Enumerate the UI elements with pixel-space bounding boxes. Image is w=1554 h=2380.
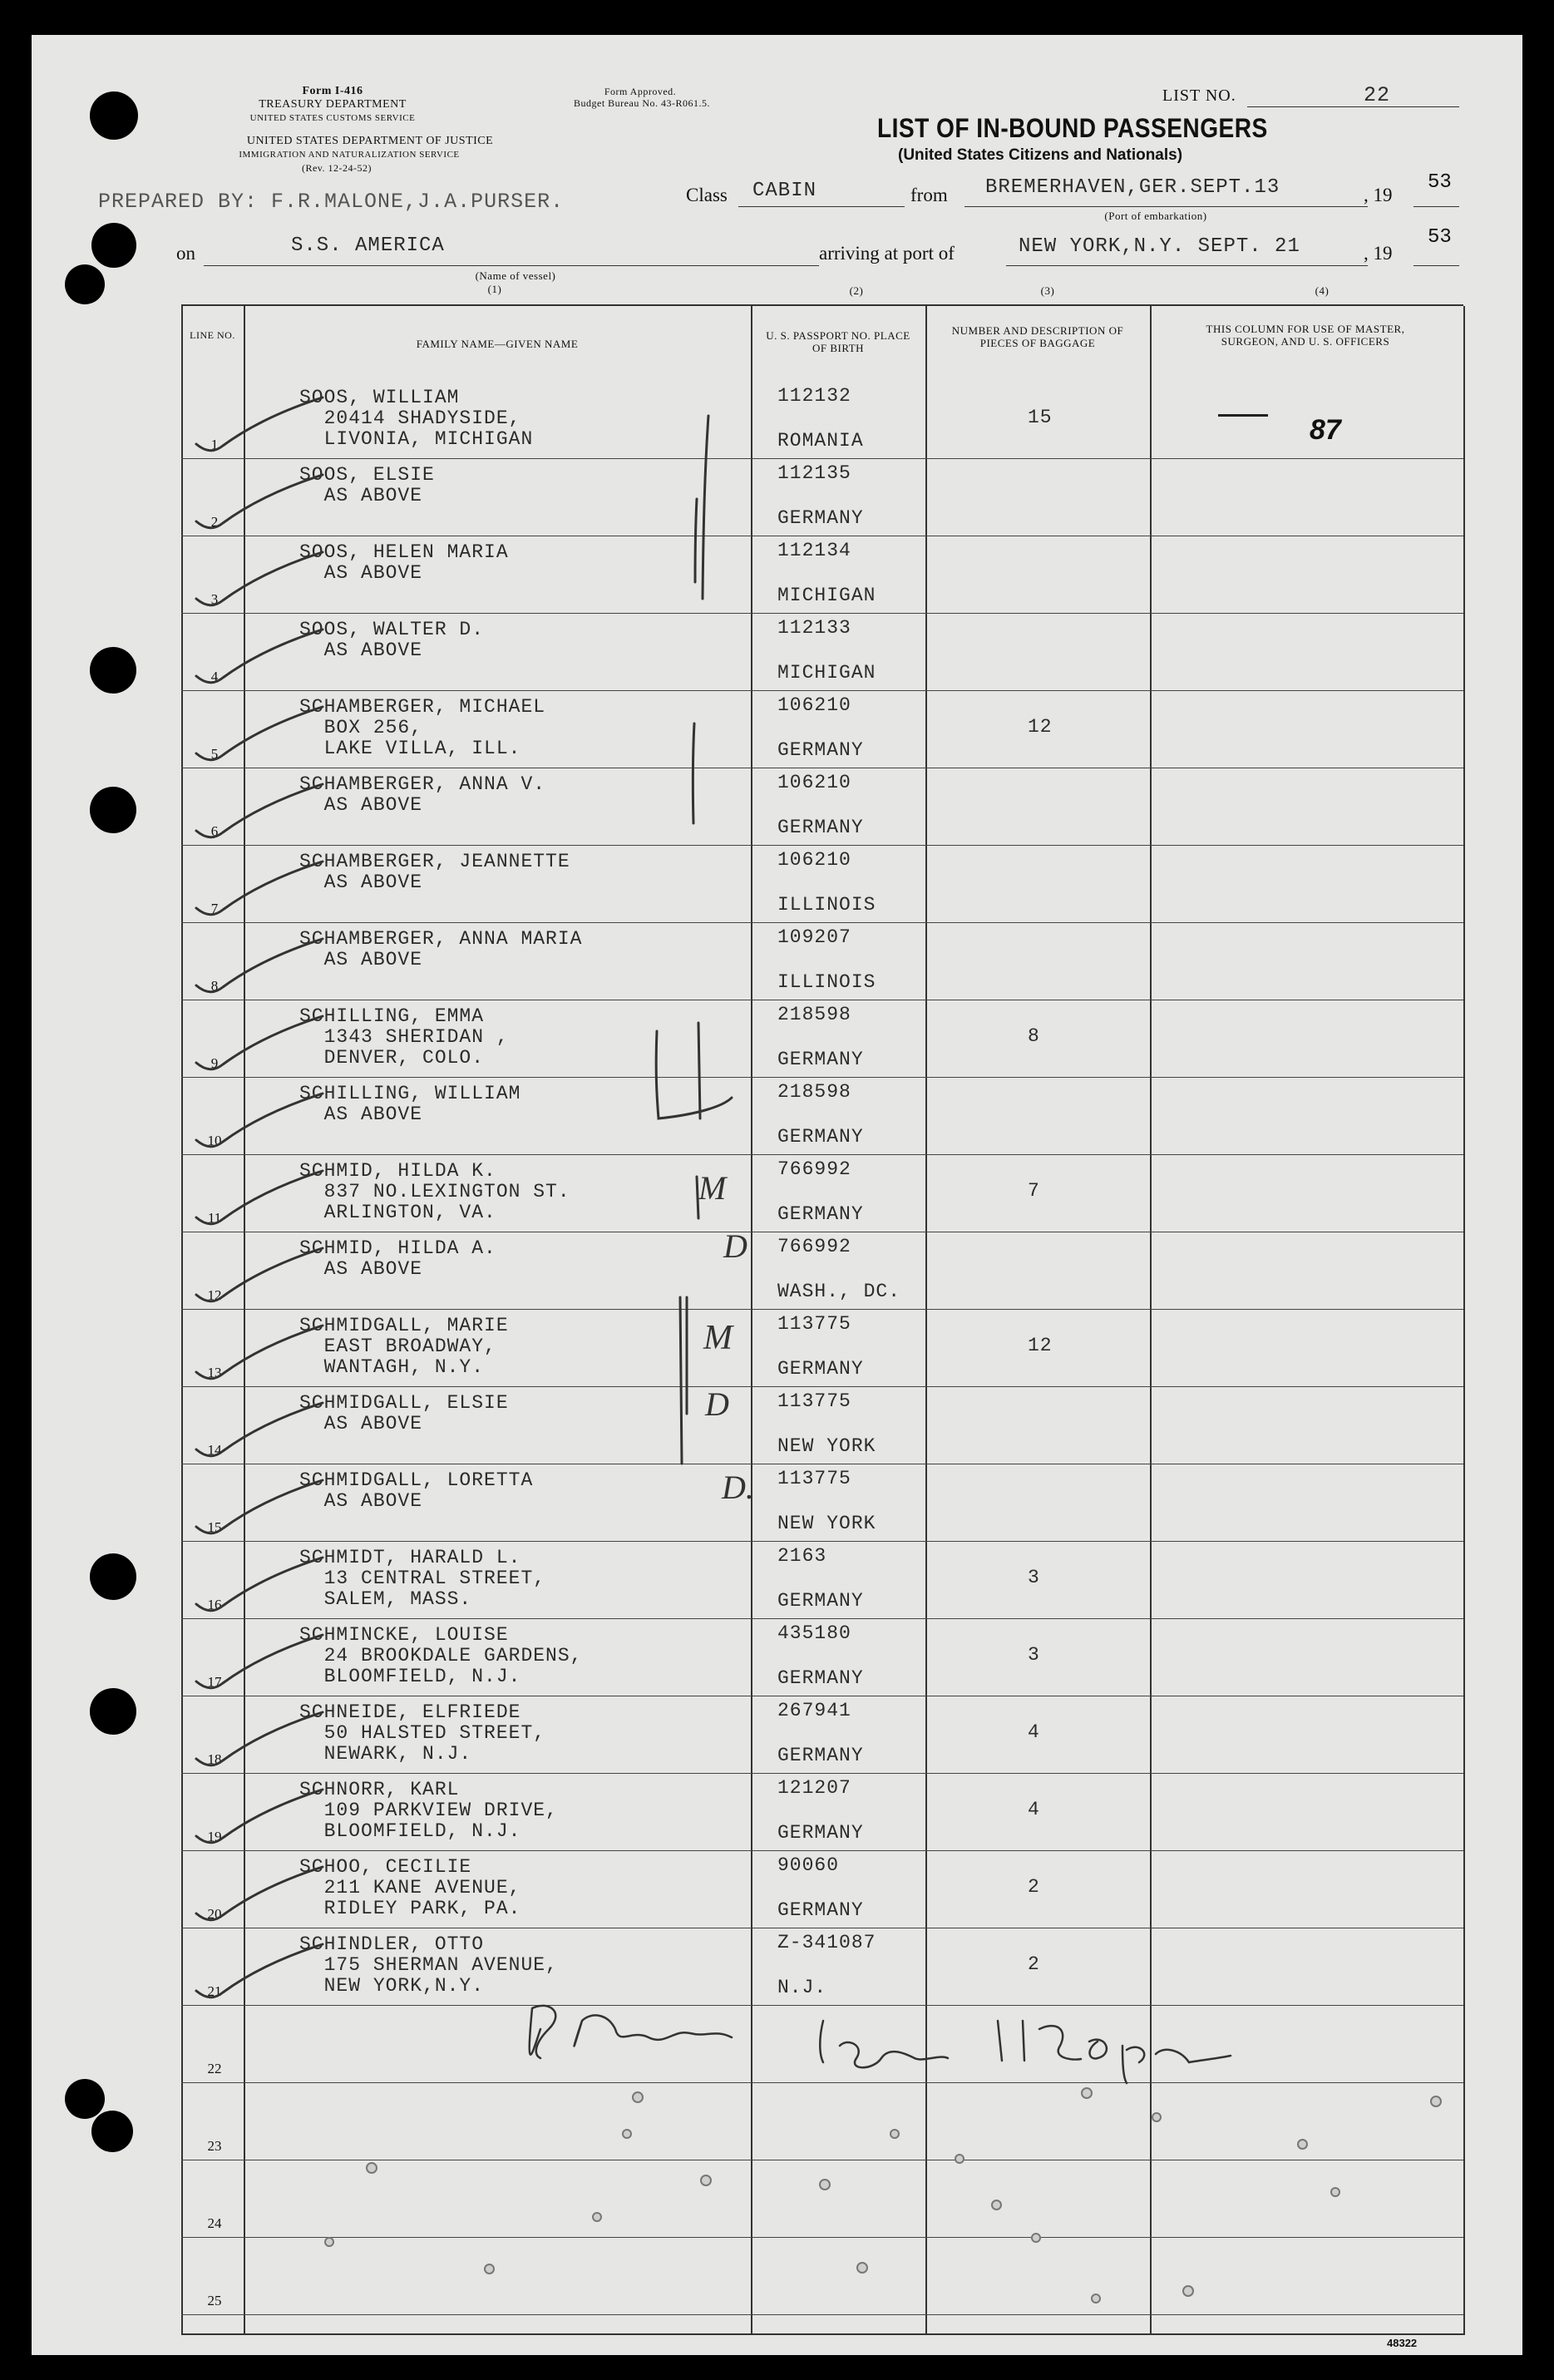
line-number: 2 [210, 514, 219, 530]
port-embark-caption: (Port of embarkation) [1104, 210, 1207, 222]
baggage-count: 3 [1028, 1567, 1040, 1588]
passport-number: 106210 [777, 849, 851, 871]
place-of-birth: GERMANY [777, 1590, 864, 1612]
baggage-count: 7 [1028, 1180, 1040, 1202]
place-of-birth: NEW YORK [777, 1513, 876, 1534]
port-of-arrival: NEW YORK,N.Y. SEPT. 21 [1019, 235, 1300, 258]
passenger-name-address: SCHAMBERGER, JEANNETTE AS ABOVE [299, 851, 570, 893]
paper-speck [819, 2179, 831, 2190]
line-number: 21 [207, 1983, 222, 1999]
form-subtitle: (United States Citizens and Nationals) [898, 146, 1183, 164]
place-of-birth: ROMANIA [777, 430, 864, 452]
line-number: 23 [207, 2138, 222, 2154]
baggage-count: 2 [1028, 1876, 1040, 1898]
header-baggage: NUMBER AND DESCRIPTION OF PIECES OF BAGGAGE [951, 324, 1124, 349]
paper-speck [1182, 2285, 1194, 2297]
paper-speck [700, 2175, 712, 2186]
place-of-birth: ILLINOIS [777, 971, 876, 993]
passport-number: 766992 [777, 1236, 851, 1257]
passport-number: 218598 [777, 1004, 851, 1025]
passenger-name-address: SCHNORR, KARL 109 PARKVIEW DRIVE, BLOOMFIELD, N.J. [299, 1779, 558, 1842]
margin-mark-row11: M [698, 1169, 727, 1207]
passenger-name-address: SOOS, ELSIE AS ABOVE [299, 464, 435, 506]
paper-speck [324, 2237, 334, 2247]
passport-number: Z-341087 [777, 1932, 876, 1953]
line-number: 24 [207, 2215, 222, 2231]
paper-speck [1430, 2096, 1442, 2107]
passenger-name-address: SCHINDLER, OTTO 175 SHERMAN AVENUE, NEW YORK,N.Y. [299, 1933, 558, 1997]
place-of-birth: ILLINOIS [777, 894, 876, 916]
passenger-name-address: SCHILLING, WILLIAM AS ABOVE [299, 1083, 521, 1125]
paper-speck [484, 2264, 495, 2274]
passport-number: 267941 [777, 1700, 851, 1721]
from-year-prefix: , 19 [1364, 185, 1393, 205]
passenger-name-address: SCHMINCKE, LOUISE 24 BROOKDALE GARDENS, BLOOMFIELD, N.J. [299, 1624, 583, 1687]
paper-speck [1297, 2139, 1308, 2150]
line-number: 16 [207, 1597, 222, 1612]
passenger-name-address: SCHMIDGALL, LORETTA AS ABOVE [299, 1469, 534, 1512]
margin-mark-row12: D [723, 1227, 747, 1265]
arrival-year: 53 [1428, 226, 1452, 249]
footer-number: 48322 [1387, 2337, 1418, 2349]
paper-speck [592, 2212, 602, 2222]
line-number: 4 [210, 669, 219, 684]
line-number: 12 [207, 1287, 222, 1303]
place-of-birth: GERMANY [777, 1822, 864, 1844]
list-no-label: LIST NO. [1162, 86, 1236, 105]
passenger-name-address: SCHMID, HILDA A. AS ABOVE [299, 1237, 496, 1280]
line-number: 5 [210, 746, 219, 762]
passenger-name-address: SCHAMBERGER, ANNA MARIA AS ABOVE [299, 928, 583, 970]
baggage-count: 12 [1028, 1335, 1053, 1356]
line-number: 19 [207, 1829, 222, 1844]
col3-number: (3) [1040, 284, 1055, 297]
form-approved: Form Approved. [604, 86, 677, 97]
paper-speck [955, 2154, 964, 2164]
header-passport: U. S. PASSPORT NO. PLACE OF BIRTH [766, 329, 910, 354]
baggage-count: 4 [1028, 1721, 1040, 1743]
from-label: from [910, 185, 948, 205]
passport-number: 109207 [777, 926, 851, 948]
place-of-birth: GERMANY [777, 1203, 864, 1225]
passport-number: 113775 [777, 1468, 851, 1489]
treasury-dept: TREASURY DEPARTMENT [259, 98, 407, 111]
passport-number: 106210 [777, 694, 851, 716]
line-number: 3 [210, 591, 219, 607]
port-of-embarkation: BREMERHAVEN,GER.SEPT.13 [985, 176, 1280, 199]
paper-speck [856, 2262, 868, 2274]
passport-number: 90060 [777, 1854, 840, 1876]
line-number: 13 [207, 1365, 222, 1380]
class-value: CABIN [752, 180, 817, 202]
line-number: 18 [207, 1751, 222, 1767]
passenger-name-address: SOOS, WILLIAM 20414 SHADYSIDE, LIVONIA, MICHIGAN [299, 387, 534, 450]
prepared-by: PREPARED BY: F.R.MALONE,J.A.PURSER. [98, 190, 565, 214]
line-number: 14 [207, 1442, 222, 1458]
paper-speck [991, 2200, 1002, 2210]
paper-speck [1081, 2087, 1093, 2099]
passport-number: 112135 [777, 462, 851, 484]
line-number: 15 [207, 1519, 222, 1535]
revision-date: (Rev. 12-24-52) [301, 162, 372, 174]
place-of-birth: GERMANY [777, 1745, 864, 1766]
form-title: LIST OF IN-BOUND PASSENGERS [877, 113, 1268, 143]
line-number: 11 [207, 1210, 222, 1226]
paper-speck [1330, 2187, 1340, 2197]
customs-service: UNITED STATES CUSTOMS SERVICE [249, 113, 416, 123]
place-of-birth: GERMANY [777, 1667, 864, 1689]
baggage-count: 4 [1028, 1799, 1040, 1820]
line-number: 25 [207, 2293, 222, 2308]
on-label: on [176, 243, 195, 264]
class-label: Class [686, 185, 728, 205]
justice-dept: UNITED STATES DEPARTMENT OF JUSTICE [246, 135, 494, 147]
place-of-birth: GERMANY [777, 739, 864, 761]
passenger-name-address: SCHAMBERGER, MICHAEL BOX 256, LAKE VILLA, ILL. [299, 696, 546, 759]
place-of-birth: GERMANY [777, 507, 864, 529]
passport-number: 112133 [777, 617, 851, 639]
passenger-name-address: SCHNEIDE, ELFRIEDE 50 HALSTED STREET, NEWARK, N.J. [299, 1701, 546, 1765]
passenger-name-address: SCHMIDGALL, ELSIE AS ABOVE [299, 1392, 509, 1434]
line-number: 22 [207, 2061, 222, 2076]
place-of-birth: WASH., DC. [777, 1281, 901, 1302]
line-number: 8 [210, 978, 219, 994]
paper-speck [890, 2129, 900, 2139]
line-number: 10 [207, 1133, 222, 1148]
passenger-name-address: SCHMIDT, HARALD L. 13 CENTRAL STREET, SALEM, MASS. [299, 1547, 546, 1610]
line-number: 1 [210, 437, 219, 452]
passenger-name-address: SCHAMBERGER, ANNA V. AS ABOVE [299, 773, 546, 816]
vessel-caption: (Name of vessel) [475, 269, 556, 282]
place-of-birth: MICHIGAN [777, 662, 876, 684]
line-number: 6 [210, 823, 219, 839]
paper-speck [1091, 2294, 1101, 2303]
paper-speck [366, 2162, 377, 2174]
header-officers: THIS COLUMN FOR USE OF MASTER, SURGEON, AND U. S. OFFICERS [1206, 323, 1405, 348]
margin-mark-row13: M [703, 1319, 733, 1357]
place-of-birth: N.J. [777, 1977, 827, 1998]
paper-speck [1152, 2112, 1162, 2122]
arriving-label: arriving at port of [819, 243, 955, 264]
place-of-birth: GERMANY [777, 1899, 864, 1921]
passenger-name-address: SCHOO, CECILIE 211 KANE AVENUE, RIDLEY PARK, PA. [299, 1856, 521, 1919]
baggage-count: 8 [1028, 1025, 1040, 1047]
vessel-name: S.S. AMERICA [291, 235, 445, 257]
place-of-birth: GERMANY [777, 1126, 864, 1148]
baggage-count: 15 [1028, 407, 1053, 428]
baggage-count: 3 [1028, 1644, 1040, 1666]
place-of-birth: GERMANY [777, 817, 864, 838]
margin-mark-row15: D. [722, 1469, 754, 1506]
arrival-year-prefix: , 19 [1364, 243, 1393, 264]
col2-number: (2) [849, 284, 864, 297]
col4-number: (4) [1315, 284, 1330, 297]
baggage-count: 2 [1028, 1953, 1040, 1975]
col1-number: (1) [487, 283, 502, 295]
passport-number: 2163 [777, 1545, 827, 1567]
header-name: FAMILY NAME—GIVEN NAME [416, 338, 579, 350]
budget-bureau: Budget Bureau No. 43-R061.5. [574, 97, 710, 109]
passport-number: 113775 [777, 1390, 851, 1412]
passport-number: 113775 [777, 1313, 851, 1335]
baggage-count: 12 [1028, 716, 1053, 738]
passport-number: 435180 [777, 1622, 851, 1644]
place-of-birth: GERMANY [777, 1358, 864, 1380]
passport-number: 106210 [777, 772, 851, 793]
line-number: 20 [207, 1906, 222, 1922]
passport-number: 766992 [777, 1158, 851, 1180]
paper-speck [1031, 2233, 1041, 2243]
line-number: 9 [210, 1055, 219, 1071]
paper-speck [632, 2091, 644, 2103]
paper-speck [622, 2129, 632, 2139]
margin-mark-row14: D [705, 1385, 729, 1423]
passport-number: 112132 [777, 385, 851, 407]
from-year: 53 [1428, 171, 1452, 194]
place-of-birth: NEW YORK [777, 1435, 876, 1457]
passenger-name-address: SOOS, HELEN MARIA AS ABOVE [299, 541, 509, 584]
passport-number: 121207 [777, 1777, 851, 1799]
line-number: 17 [207, 1674, 222, 1690]
passport-number: 218598 [777, 1081, 851, 1103]
list-number: 22 [1364, 83, 1391, 107]
passenger-name-address: SCHMIDGALL, MARIE EAST BROADWAY, WANTAGH, N.Y. [299, 1315, 509, 1378]
passenger-name-address: SCHMID, HILDA K. 837 NO.LEXINGTON ST. ARLINGTON, VA. [299, 1160, 570, 1223]
passport-number: 112134 [777, 540, 851, 561]
place-of-birth: MICHIGAN [777, 585, 876, 606]
line-number: 7 [210, 901, 219, 916]
place-of-birth: GERMANY [777, 1049, 864, 1070]
inspector-signature [532, 1992, 1008, 2047]
ins-service: IMMIGRATION AND NATURALIZATION SERVICE [239, 150, 460, 160]
form-number: Form I-416 [302, 85, 363, 97]
officer-mark-row1: 87 [1310, 414, 1341, 446]
passenger-name-address: SOOS, WALTER D. AS ABOVE [299, 619, 485, 661]
passenger-name-address: SCHILLING, EMMA 1343 SHERIDAN , DENVER, COLO. [299, 1005, 509, 1069]
header-line-no: LINE NO. [190, 329, 235, 341]
